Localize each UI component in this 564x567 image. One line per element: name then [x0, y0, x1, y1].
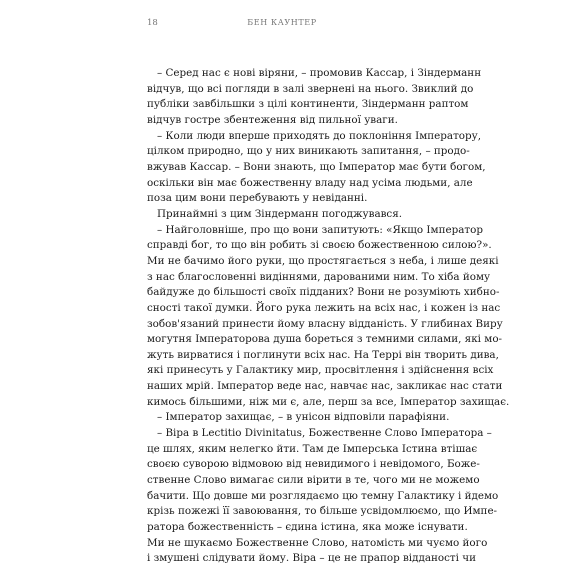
text-line: – Коли люди вперше приходять до поклоніння Імператору,: [157, 129, 482, 142]
text-line: справді бог, то що він робить зі своєю божественною силою?».: [147, 239, 492, 252]
text-line: зобов'язаний принести йому власну відданість. У глибинах Виру: [147, 317, 503, 330]
text-line: крізь пожежі її завоювання, то більше усвідомлюємо, що Импе-: [147, 505, 498, 518]
text-line: ственне Слово вимагає сили вірити в те, чого ми не можемо: [147, 474, 480, 487]
text-line: і змушені слідувати йому. Віра – це не прапор відданості чи: [147, 552, 476, 565]
text-line: Ми не бачимо його руки, що простягається з неба, і лише деякі: [147, 254, 499, 267]
running-head: [147, 18, 417, 32]
text-line: це шлях, яким нелегко йти. Там де Імперська Істина втішає: [147, 442, 478, 455]
text-line: вжував Кассар. – Вони знають, що Імператор має бути богом,: [147, 160, 486, 173]
text-line: наших мрій. Імператор веде нас, навчає нас, закликає нас стати: [147, 380, 503, 393]
text-line: жуть вирватися і поглинути всіх нас. На Террі він творить дива,: [147, 348, 499, 361]
text-line: – Імператор захищає, – в унісон відповіли парафіяни.: [157, 411, 450, 424]
text-line: – Найголовніше, про що вони запитують: «Якщо Імператор: [157, 223, 483, 236]
text-line: могутня Імператорова душа бореться з темними силами, які мо-: [147, 333, 503, 346]
text-line: своєю суворою відмовою від невидимого і невідомого, Боже-: [147, 458, 480, 471]
text-line: сності такої думки. Його рука лежить на всіх нас, і кожен із нас: [147, 301, 501, 314]
text-line: відчув, що всі погляди в залі звернені на нього. Звиклий до: [147, 82, 474, 95]
text-line: публіки завбільшки з цілі континенти, Зіндерманн раптом: [147, 98, 469, 111]
text-line: – Серед нас є нові віряни, – промовив Кассар, і Зіндерманн: [157, 67, 482, 79]
text-line: – Віра в Lectitio Divinitatus, Божественне Слово Імператора –: [157, 427, 492, 440]
text-line: кимось більшими, ніж ми є, але, перш за все, Імператор захищає.: [147, 395, 510, 408]
text-line: ратора божественність – єдина істина, яка може існувати.: [147, 521, 468, 534]
text-line: які принесуть у Галактику мир, просвітлення і здійснення всіх: [147, 364, 494, 377]
running-head-title: БЕН КАУНТЕР: [247, 18, 317, 27]
text-line: байдуже до більшості своїх підданих? Вони не розуміють хибно-: [147, 286, 500, 299]
text-line: відчув гостре збентеження від пильної уваги.: [147, 113, 398, 126]
text-line: Ми не шукаємо Божественне Слово, натомість ми чуємо його: [147, 536, 488, 549]
page-number: 18: [147, 18, 158, 28]
text-line: оскільки він має божественну владу над усіма людьми, але: [147, 176, 473, 189]
text-line: цілком природно, що у них виникають запитання, – продо-: [147, 145, 470, 158]
text-line: Принаймні з цим Зіндерманн погоджувався.: [157, 207, 403, 220]
text-line: бачити. Що довше ми розглядаємо цю темну Галактику і йдемо: [147, 489, 499, 502]
text-line: з нас благословенні видіннями, дарованими ним. То хіба йому: [147, 270, 491, 283]
body-text: [147, 66, 510, 567]
text-line: поза цим вони перебувають у невіданні.: [147, 192, 368, 205]
